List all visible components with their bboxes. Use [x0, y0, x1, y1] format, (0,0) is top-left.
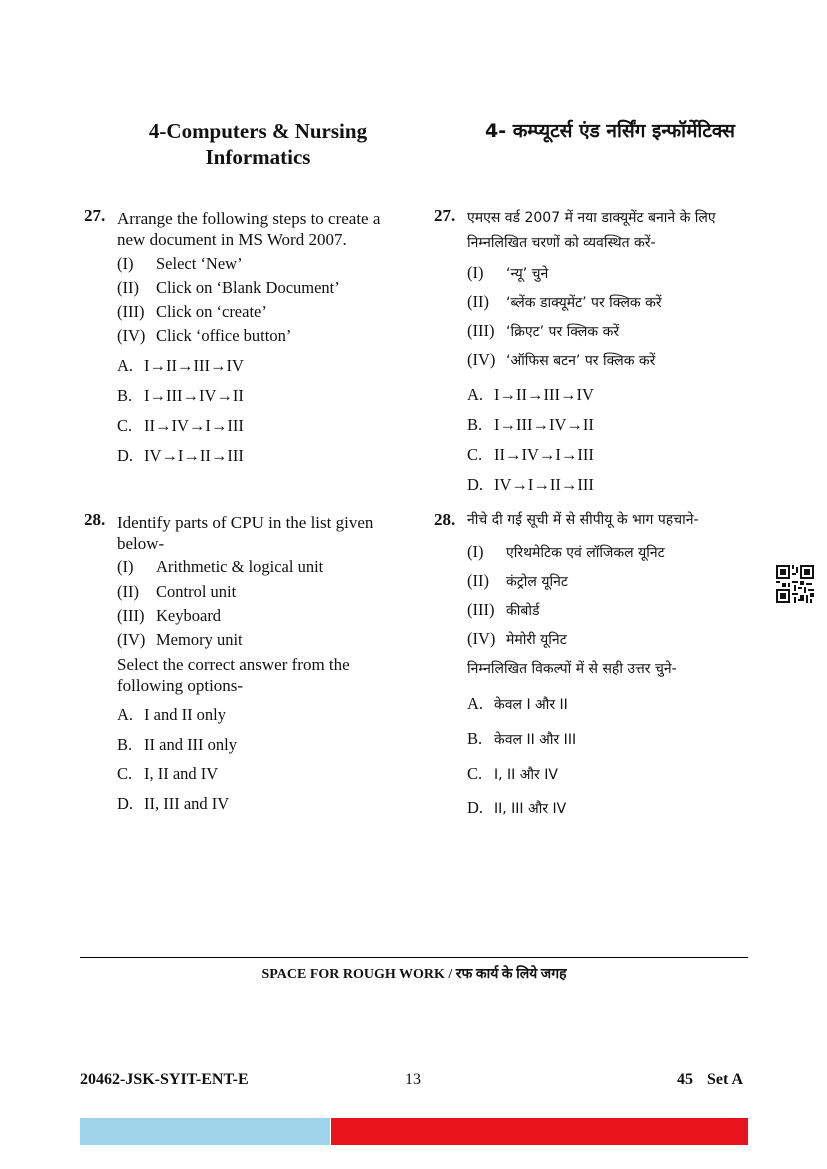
q28-number-en: 28. [84, 510, 106, 529]
page-number: 13 [405, 1071, 421, 1088]
section-title-en: 4-Computers & Nursing Informatics [148, 119, 368, 169]
q28-select-en: Select the correct answer from the following options- [117, 655, 350, 695]
q27-number-hi: 27. [434, 206, 456, 225]
q28-option-en: B. II and III only [117, 735, 238, 754]
q27-item-en: (III) Click on ‘create’ [117, 302, 267, 321]
q28-item-en: (IV) Memory unit [117, 630, 243, 649]
q28-item-hi: (IV) मेमोरी यूनिट [467, 629, 567, 648]
q28-text-en: Identify parts of CPU in the list given below- [117, 513, 374, 553]
q28-item-hi: (II) कंट्रोल यूनिट [467, 571, 568, 590]
q28-option-en: C. I, II and IV [117, 764, 219, 783]
q27-number-en: 27. [84, 206, 106, 225]
q27-option-hi: A. I→II→III→IV [467, 385, 594, 404]
footer-bar-red [331, 1118, 748, 1145]
q27-text-en: Arrange the following steps to create a new document in MS Word 2007. [117, 209, 381, 249]
q27-item-hi: (IV) ‘ऑफिस बटन’ पर क्लिक करें [467, 350, 656, 369]
qr-code-icon [776, 565, 814, 603]
q28-option-hi: C. I, II और IV [467, 764, 558, 783]
q27-text-hi: एमएस वर्ड 2007 में नया डाक्यूमेंट बनाने के लिए निम्नलिखित चरणों को व्यवस्थित करें- [467, 210, 716, 251]
q27-option-hi: C. II→IV→I→III [467, 445, 594, 464]
rough-work-divider [80, 957, 748, 958]
q27-option-en: D. IV→I→II→III [117, 446, 244, 465]
q27-item-hi: (II) ‘ब्लेंक डाक्यूमेंट’ पर क्लिक करें [467, 292, 662, 311]
set-label: Set A [707, 1071, 743, 1088]
q27-item-en: (I) Select ‘New’ [117, 254, 243, 273]
q28-item-en: (II) Control unit [117, 582, 237, 601]
section-title-hi: 4- कम्प्यूटर्स एंड नर्सिंग इन्फॉर्मेटिक्स [484, 120, 736, 142]
q27-option-hi: B. I→III→IV→II [467, 415, 594, 434]
q28-select-hi: निम्नलिखित विकल्पों में से सही उत्तर चुने- [467, 661, 677, 677]
q28-item-hi: (I) एरिथमेटिक एवं लॉजिकल यूनिट [467, 542, 665, 561]
q28-number-hi: 28. [434, 510, 456, 529]
q28-text-hi: नीचे दी गई सूची में से सीपीयू के भाग पहचाने- [467, 512, 699, 528]
q27-option-hi: D. IV→I→II→III [467, 475, 594, 494]
paper-code: 20462-JSK-SYIT-ENT-E [80, 1071, 249, 1088]
q28-option-en: A. I and II only [117, 705, 227, 724]
set-number: 45 [677, 1071, 693, 1088]
q28-item-en: (I) Arithmetic & logical unit [117, 557, 324, 576]
q27-option-en: B. I→III→IV→II [117, 386, 244, 405]
q27-item-en: (IV) Click ‘office button’ [117, 326, 292, 345]
q27-item-hi: (III) ‘क्रिएट’ पर क्लिक करें [467, 321, 620, 340]
q27-option-en: A. I→II→III→IV [117, 356, 244, 375]
q28-option-hi: D. II, III और IV [467, 798, 567, 817]
rough-work-label: SPACE FOR ROUGH WORK / रफ कार्य के लिये जगह [261, 967, 567, 982]
q27-item-hi: (I) ‘न्यू’ चुने [467, 263, 549, 282]
q28-item-hi: (III) कीबोर्ड [467, 600, 540, 619]
q28-option-hi: B. केवल II और III [467, 729, 577, 748]
q27-item-en: (II) Click on ‘Blank Document’ [117, 278, 340, 297]
q27-option-en: C. II→IV→I→III [117, 416, 244, 435]
q28-option-en: D. II, III and IV [117, 794, 230, 813]
q28-option-hi: A. केवल I और II [467, 694, 568, 713]
q28-item-en: (III) Keyboard [117, 606, 222, 625]
footer-bar-blue [80, 1118, 330, 1145]
